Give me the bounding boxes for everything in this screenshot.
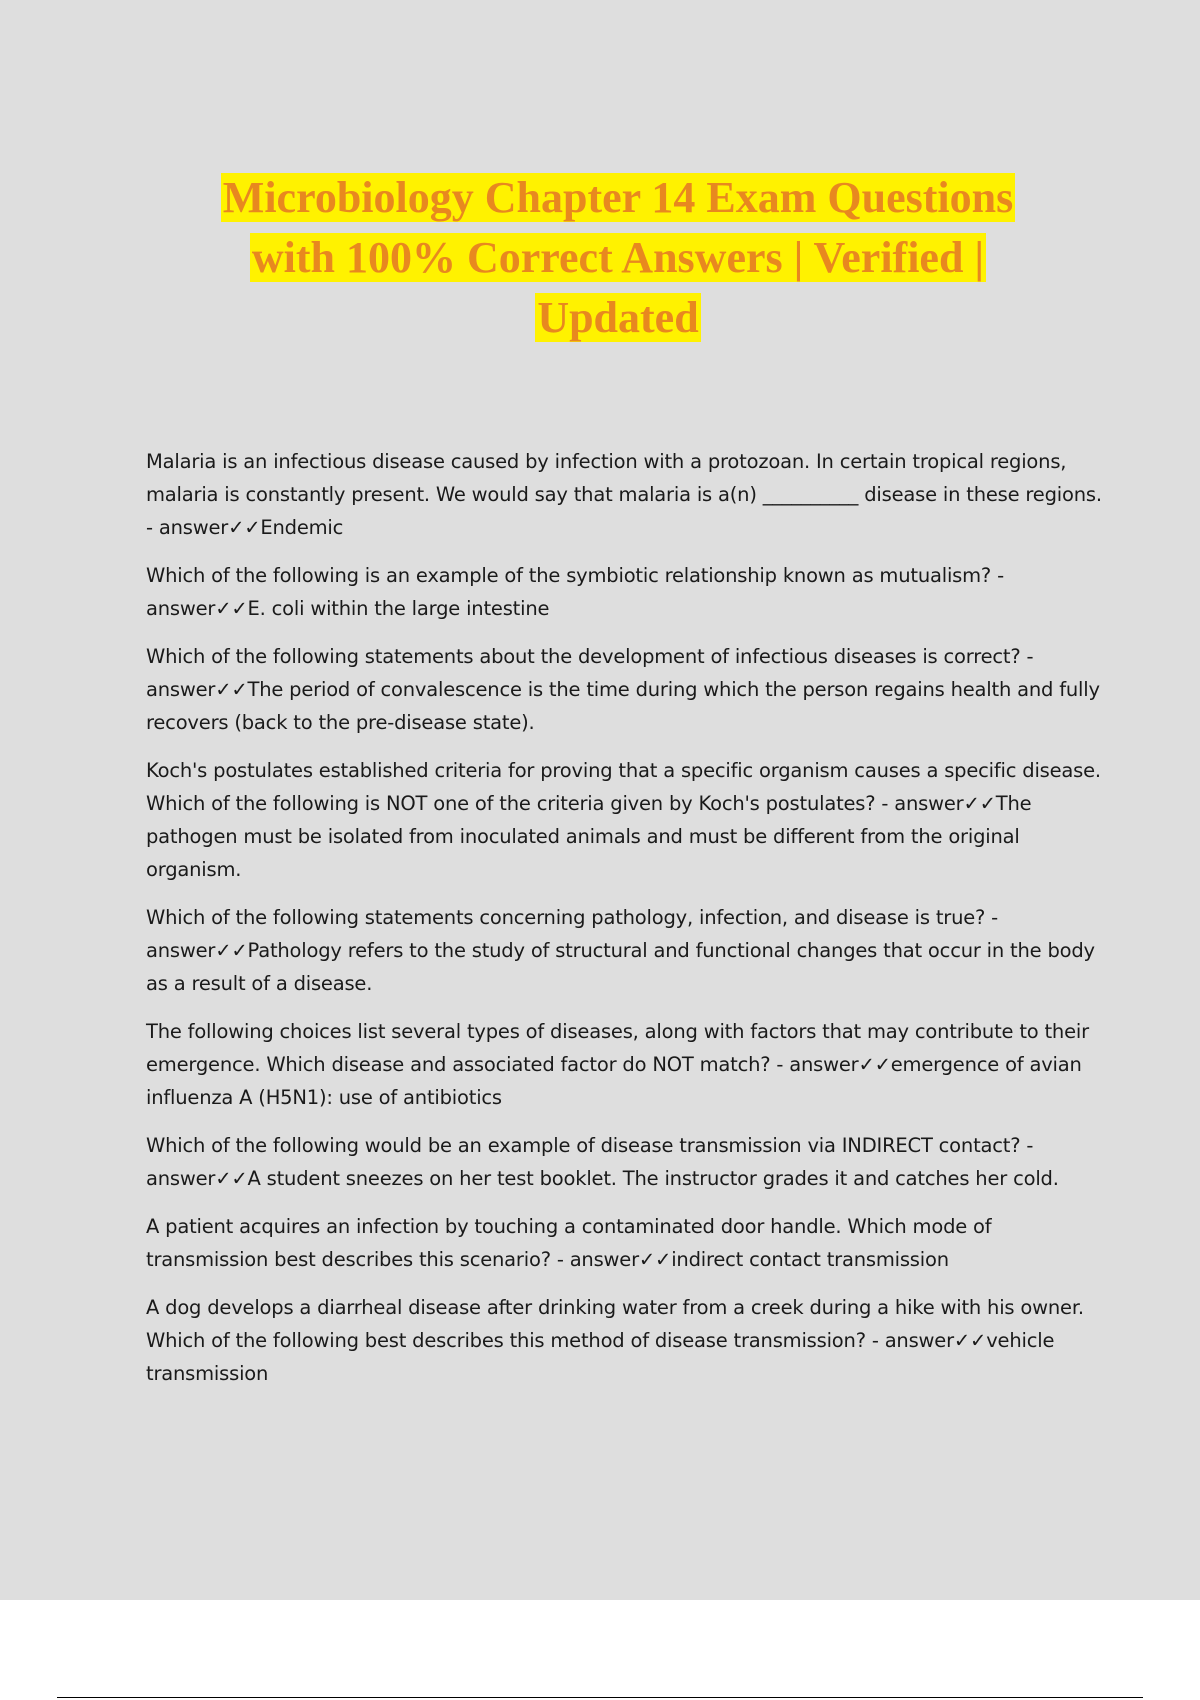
answer-text: Endemic [260,516,344,539]
question-text: A patient acquires an infection by touching a contaminated door handle. Which mode of transmission best describes this scenario? - [146,1215,992,1271]
answer-marker: answer✓✓ [146,1167,248,1190]
title-text: Updated [537,293,699,342]
answer-text: A student sneezes on her test booklet. The instructor grades it and catches her cold. [247,1167,1059,1190]
question-text: Koch's postulates established criteria for proving that a specific organism causes a specific disease. Which of the following is NOT one of the criteria given by Koch's postulates? - [146,759,1101,815]
answer-marker: answer✓✓ [894,792,996,815]
answer-text: The period of convalescence is the time during which the person regains health and fully recovers (back to the pre-disease state). [146,678,1100,734]
title-line-2 [120,228,1116,288]
answer-text: vehicle transmission [146,1329,1055,1385]
title-line-3 [120,288,1116,348]
qa-item [146,640,1106,739]
document-title [120,168,1116,348]
qa-item [146,1129,1106,1195]
question-text: Which of the following is an example of the symbiotic relationship known as mutualism? - [146,564,1004,587]
answer-text: indirect contact transmission [671,1248,949,1271]
qa-item [146,1210,1106,1276]
question-text: Which of the following statements about the development of infectious diseases is correct? - [146,645,1034,668]
title-text: with 100% Correct Answers | Verified | [251,233,985,282]
answer-marker: answer✓✓ [789,1053,891,1076]
qa-item [146,559,1106,625]
qa-item [146,1015,1106,1114]
qa-item [146,754,1106,886]
answer-marker: answer✓✓ [884,1329,987,1352]
answer-marker: answer✓✓ [158,516,261,539]
answer-marker: answer✓✓ [569,1248,672,1271]
answer-text: E. coli within the large intestine [247,597,550,620]
answer-marker: answer✓✓ [146,939,248,962]
question-text: A dog develops a diarrheal disease after drinking water from a creek during a hike with his owner. Which of the following best describes this method of disease transmission? - [146,1296,1084,1352]
question-answer-list [146,445,1106,1405]
footer-divider [57,1697,1143,1698]
answer-text: emergence of avian influenza A (H5N1): use of antibiotics [146,1053,1082,1109]
title-line-1 [120,168,1116,228]
qa-item [146,1291,1106,1390]
answer-marker: answer✓✓ [146,597,248,620]
answer-marker: answer✓✓ [146,678,248,701]
answer-text: Pathology refers to the study of structural and functional changes that occur in the body as a result of a disease. [146,939,1095,995]
qa-item [146,445,1106,544]
answer-text: The pathogen must be isolated from inoculated animals and must be different from the original organism. [146,792,1032,881]
question-text: The following choices list several types of diseases, along with factors that may contribute to their emergence. Which disease and associated factor do NOT match? - [146,1020,1089,1076]
title-text: Microbiology Chapter 14 Exam Questions [222,173,1014,222]
question-text: Malaria is an infectious disease caused by infection with a protozoan. In certain tropical regions, malaria is constantly present. We would say that malaria is a(n) __________ disease in these regions. - [146,450,1102,539]
question-text: Which of the following statements concerning pathology, infection, and disease is true? - [146,906,999,929]
question-text: Which of the following would be an example of disease transmission via INDIRECT contact? - [146,1134,1034,1157]
qa-item [146,901,1106,1000]
